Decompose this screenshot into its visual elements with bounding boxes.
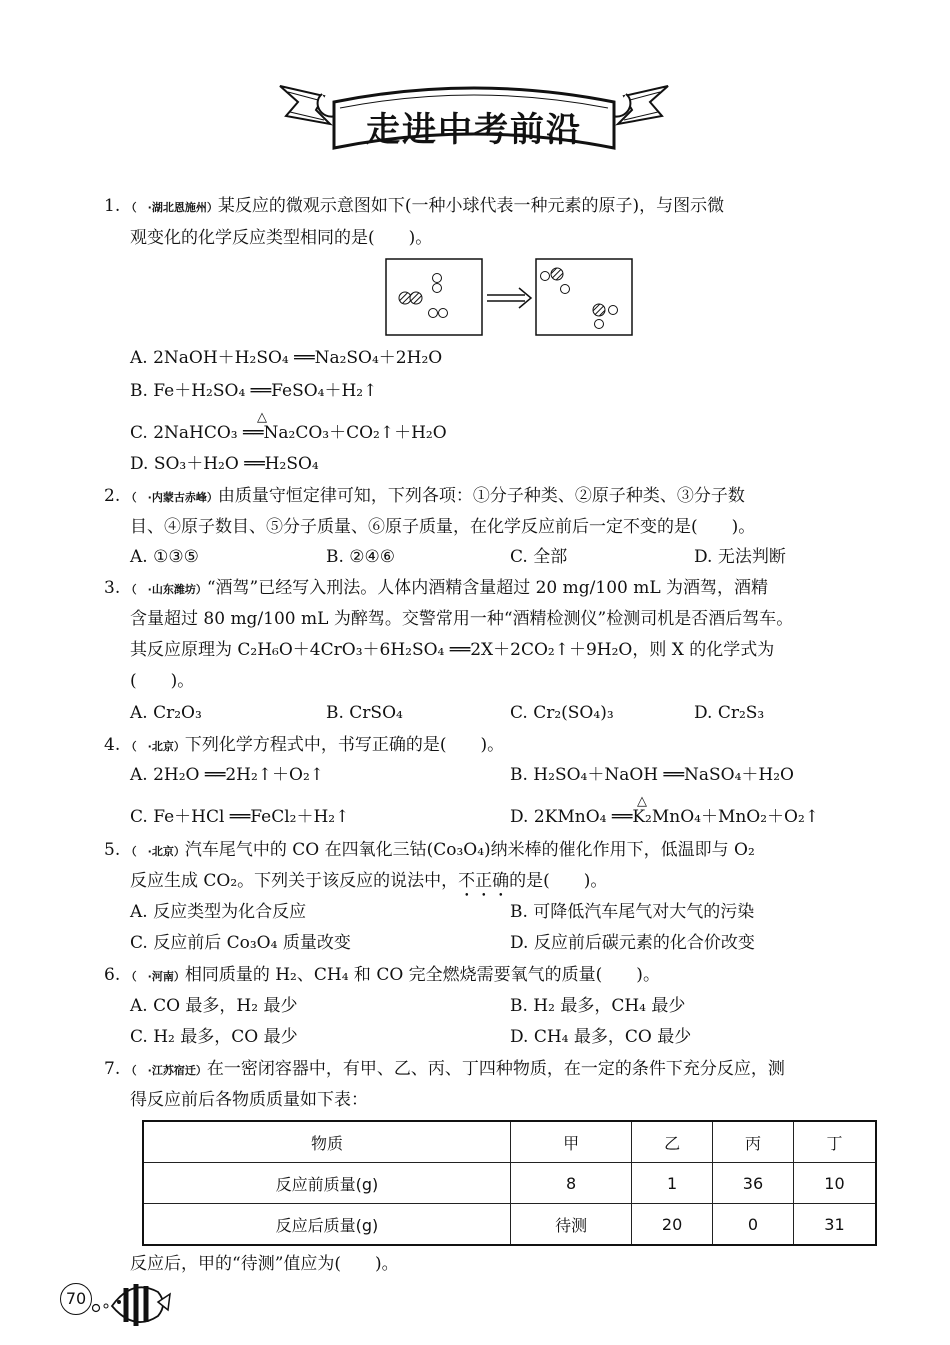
q6-option-a: A. CO 最多，H₂ 最少 <box>130 996 298 1016</box>
q4-option-d-condition: △ <box>637 794 647 809</box>
table-cell: 10 <box>793 1163 876 1204</box>
q2-option-c: C. 全部 <box>510 547 568 567</box>
q7-text2: 得反应前后各物质质量如下表： <box>130 1090 368 1110</box>
table-cell: 1 <box>632 1163 713 1204</box>
q3-line1 <box>104 576 768 602</box>
q2-source: （ ·内蒙古赤峰） <box>125 491 218 504</box>
q6-text1: 相同质量的 H₂、CH₄ 和 CO 完全燃烧需要氧气的质量( )。 <box>184 965 660 985</box>
q1-option-c: C. 2NaHCO₃ ══Na₂CO₃＋CO₂↑＋H₂O <box>130 423 447 443</box>
q5-option-d: D. 反应前后碳元素的化合价改变 <box>510 933 755 953</box>
q5-emphasis: 不正确 <box>458 871 510 891</box>
q7-number: 7. <box>104 1059 121 1079</box>
table-cell: 反应后质量(g) <box>143 1204 510 1246</box>
q6-line1 <box>104 963 660 989</box>
q5-line1 <box>104 838 755 864</box>
table-header-cell: 甲 <box>510 1121 631 1163</box>
q3-text2: 含量超过 80 mg/100 mL 为醉驾。交警常用一种“酒精检测仪”检测司机是否酒后驾车。 <box>130 609 794 629</box>
q7-line1 <box>104 1057 785 1083</box>
q6-option-b: B. H₂ 最多，CH₄ 最少 <box>510 996 686 1016</box>
table-header-cell: 丙 <box>713 1121 794 1163</box>
table-cell: 反应前质量(g) <box>143 1163 510 1204</box>
q1-option-a: A. 2NaOH＋H₂SO₄ ══Na₂SO₄＋2H₂O <box>130 348 443 368</box>
q4-source: （ ·北京） <box>125 740 185 753</box>
table-header-cell: 乙 <box>632 1121 713 1163</box>
q5-source: （ ·北京） <box>125 845 185 858</box>
table-cell: 待测 <box>510 1204 631 1246</box>
table-header-cell: 物质 <box>143 1121 510 1163</box>
q2-option-d: D. 无法判断 <box>694 547 786 567</box>
q2-line1 <box>104 484 745 510</box>
q4-line1 <box>104 733 504 759</box>
table-cell: 20 <box>632 1204 713 1246</box>
q1-source: （ ·湖北恩施州） <box>125 201 218 214</box>
q5-option-b: B. 可降低汽车尾气对大气的污染 <box>510 902 755 922</box>
q1-number: 1. <box>104 196 121 216</box>
q5-text1: 汽车尾气中的 CO 在四氧化三钴(Co₃O₄)纳米棒的催化作用下，低温即与 O₂ <box>184 840 755 860</box>
q4-number: 4. <box>104 735 121 755</box>
q2-option-b: B. ②④⑥ <box>326 547 396 567</box>
q2-text2: 目、④原子数目、⑤分子质量、⑥原子质量，在化学反应前后一定不变的是( )。 <box>130 517 756 537</box>
q2-number: 2. <box>104 486 121 506</box>
q3-text3: 其反应原理为 C₂H₆O＋4CrO₃＋6H₂SO₄ ══2X＋2CO₂↑＋9H₂O，则 X 的化学式为 <box>130 640 775 660</box>
q4-option-d: D. 2KMnO₄ ══K₂MnO₄＋MnO₂＋O₂↑ <box>510 807 820 827</box>
table-cell: 31 <box>793 1204 876 1246</box>
q5-text2a: 反应生成 CO₂。下列关于该反应的说法中， <box>130 871 459 891</box>
table-cell: 0 <box>713 1204 794 1246</box>
q3-source: （ ·山东潍坊） <box>125 583 207 596</box>
q4-option-c: C. Fe＋HCl ══FeCl₂＋H₂↑ <box>130 807 350 827</box>
q3-text1: “酒驾”已经写入刑法。人体内酒精含量超过 20 mg/100 mL 为酒驾，酒精 <box>206 578 769 598</box>
reaction-diagram <box>385 258 635 338</box>
fish-icon <box>92 1272 172 1332</box>
q1-option-c-condition: △ <box>257 410 267 425</box>
q3-text4: ( )。 <box>130 671 195 691</box>
q1-text1: 某反应的微观示意图如下(一种小球代表一种元素的原子)，与图示微 <box>217 196 725 216</box>
q4-option-a: A. 2H₂O ══2H₂↑＋O₂↑ <box>130 765 325 785</box>
q3-option-c: C. Cr₂(SO₄)₃ <box>510 703 614 723</box>
q1-option-b: B. Fe＋H₂SO₄ ══FeSO₄＋H₂↑ <box>130 381 378 401</box>
q5-number: 5. <box>104 840 121 860</box>
q5-text2c: 的是( )。 <box>509 871 608 891</box>
q3-option-a: A. Cr₂O₃ <box>130 703 202 723</box>
q3-option-d: D. Cr₂S₃ <box>694 703 765 723</box>
q1-option-d: D. SO₃＋H₂O ══H₂SO₄ <box>130 454 319 474</box>
q5-option-c: C. 反应前后 Co₃O₄ 质量改变 <box>130 933 351 953</box>
q4-option-b: B. H₂SO₄＋NaOH ══NaSO₄＋H₂O <box>510 765 794 785</box>
q4-text1: 下列化学方程式中，书写正确的是( )。 <box>184 735 505 755</box>
page-number: 70 <box>60 1283 92 1315</box>
q3-number: 3. <box>104 578 121 598</box>
q6-option-d: D. CH₄ 最多，CO 最少 <box>510 1027 692 1047</box>
q5-line2 <box>130 869 607 901</box>
q6-source: （ ·河南） <box>125 970 185 983</box>
q7-source: （ ·江苏宿迁） <box>125 1064 207 1077</box>
mass-table <box>142 1120 877 1246</box>
table-cell: 36 <box>713 1163 794 1204</box>
q2-option-a: A. ①③⑤ <box>130 547 199 567</box>
table-row <box>143 1204 876 1246</box>
q3-option-b: B. CrSO₄ <box>326 703 403 723</box>
banner-title: 走进中考前沿 <box>366 110 582 150</box>
q7-text1: 在一密闭容器中，有甲、乙、丙、丁四种物质，在一定的条件下充分反应，测 <box>206 1059 785 1079</box>
q1-text2: 观变化的化学反应类型相同的是( )。 <box>130 228 433 248</box>
table-header-cell: 丁 <box>793 1121 876 1163</box>
q6-number: 6. <box>104 965 121 985</box>
q1-line1 <box>104 194 724 220</box>
q7-after: 反应后，甲的“待测”值应为( )。 <box>130 1254 399 1274</box>
table-header-row <box>143 1121 876 1163</box>
q5-option-a: A. 反应类型为化合反应 <box>130 902 307 922</box>
table-cell: 8 <box>510 1163 631 1204</box>
table-row <box>143 1163 876 1204</box>
section-banner <box>278 72 670 164</box>
q6-option-c: C. H₂ 最多，CO 最少 <box>130 1027 298 1047</box>
q2-text1: 由质量守恒定律可知，下列各项：①分子种类、②原子种类、③分子数 <box>217 486 745 506</box>
